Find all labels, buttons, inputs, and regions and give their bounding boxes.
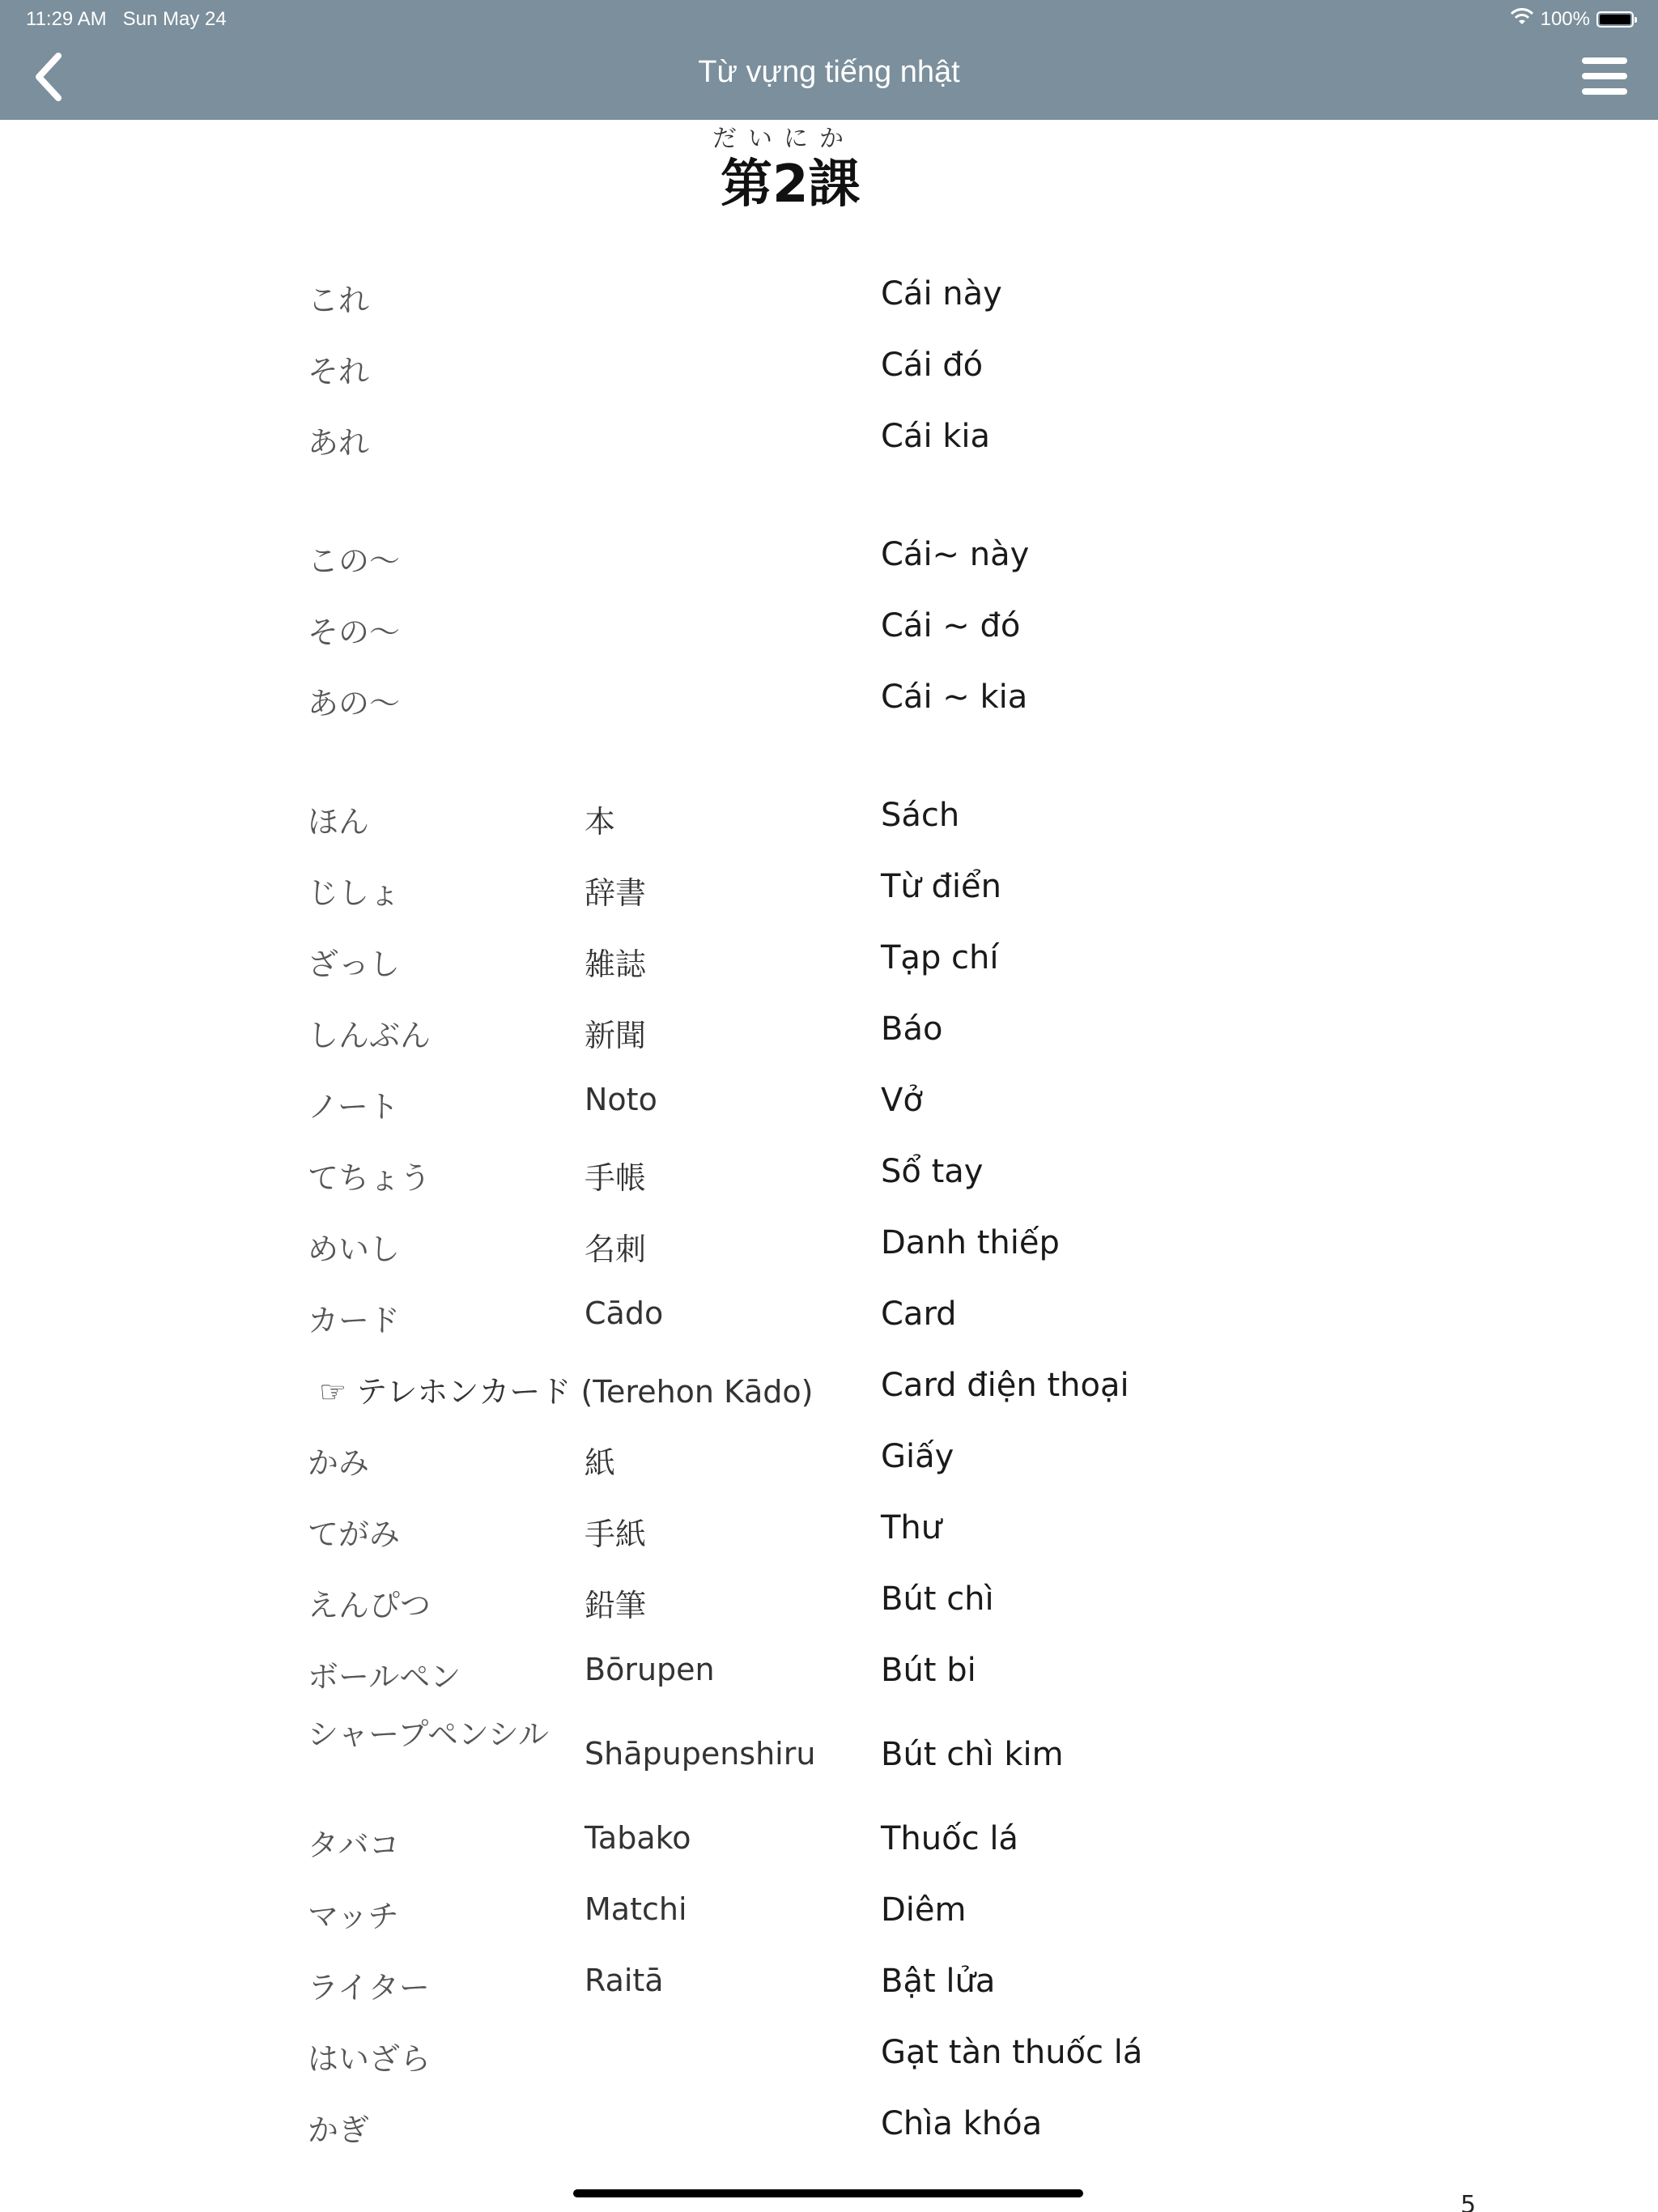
vocab-kana: シャープペンシル [308, 1716, 549, 1752]
wifi-icon [1510, 8, 1534, 32]
vocab-meaning: Cái ~ kia [881, 678, 1028, 716]
vocab-kanji: Tabako [585, 1820, 691, 1856]
vocab-row [308, 678, 1441, 727]
vocab-kanji: 手紙 [585, 1516, 647, 1552]
vocab-meaning: Cái kia [881, 418, 991, 455]
vocab-meaning: Báo [881, 1010, 943, 1048]
vocab-kana: これ [308, 283, 370, 318]
vocab-kanji: 雑誌 [585, 946, 647, 982]
vocab-meaning: Cái ~ đó [881, 607, 1021, 644]
vocab-kana: ライター [308, 1970, 430, 2006]
vocab-kana: ノート [308, 1089, 399, 1125]
vocab-row [308, 347, 1441, 395]
vocab-kanji: Cādo [585, 1295, 664, 1331]
vocab-meaning: Cái này [881, 275, 1002, 313]
vocab-row [308, 418, 1441, 466]
vocab-meaning: Card [881, 1295, 957, 1333]
vocab-kanji: 新聞 [585, 1018, 647, 1053]
vocab-row [308, 1509, 1441, 1558]
vocab-row [308, 1820, 1441, 1869]
vocab-meaning: Cái~ này [881, 536, 1030, 573]
vocab-row [308, 2034, 1441, 2082]
vocab-meaning: Thuốc lá [881, 1820, 1018, 1857]
lesson-title: 第2課 [721, 155, 861, 215]
vocab-row [308, 868, 1441, 917]
vocab-meaning: Tạp chí [881, 939, 999, 976]
vocab-row [308, 1891, 1441, 1940]
vocab-kanji: 辞書 [585, 875, 647, 911]
vocab-meaning: Sách [881, 797, 960, 834]
vocab-kana: えんぴつ [308, 1588, 432, 1623]
vocab-meaning: Danh thiếp [881, 1224, 1060, 1261]
vocab-kana: あの〜 [308, 686, 401, 721]
vocab-kana: あれ [308, 425, 370, 461]
vocab-kanji: Matchi [585, 1891, 687, 1927]
vocab-row [308, 1963, 1441, 2011]
vocab-meaning: Chìa khóa [881, 2105, 1043, 2142]
vocab-kana: じしょ [308, 875, 401, 911]
vocab-row [308, 1153, 1441, 1202]
vocab-meaning: Từ điển [881, 868, 1001, 905]
status-date: Sun May 24 [122, 8, 227, 30]
status-indicators [1510, 6, 1634, 32]
hamburger-menu-icon [1582, 56, 1627, 96]
vocab-row [308, 1652, 1441, 1700]
vocab-row [308, 797, 1441, 845]
vocab-kanji: 鉛筆 [585, 1588, 647, 1623]
vocab-row [308, 1082, 1441, 1130]
vocab-row [308, 1010, 1441, 1059]
vocab-kana: ざっし [308, 946, 401, 982]
vocab-kanji: 本 [585, 804, 616, 840]
vocab-kana: かぎ [308, 2112, 370, 2148]
vocab-meaning: Bút bi [881, 1652, 976, 1689]
vocab-row [308, 939, 1441, 988]
vocab-kana: それ [308, 354, 370, 389]
vocab-meaning: Card điện thoại [881, 1367, 1129, 1404]
vocab-kanji: Shāpupenshiru [585, 1736, 816, 1772]
status-time [26, 8, 227, 31]
battery-percent: 100% [1540, 8, 1590, 30]
vocab-row [308, 1224, 1441, 1273]
vocab-meaning: Diêm [881, 1891, 967, 1929]
vocab-row [308, 1438, 1441, 1487]
vocab-meaning: Bút chì [881, 1580, 994, 1618]
vocab-kana: てがみ [308, 1516, 401, 1552]
vocab-kanji: 紙 [585, 1445, 616, 1481]
vocab-row [308, 536, 1441, 585]
vocab-meaning: Bật lửa [881, 1963, 996, 2000]
vocab-kana: かみ [308, 1445, 370, 1481]
vocab-meaning: Vở [881, 1082, 923, 1119]
vocab-kana: タバコ [308, 1827, 400, 1863]
vocab-meaning: Cái đó [881, 347, 984, 384]
vocab-kana: しんぶん [308, 1018, 432, 1053]
page-number: 5 [1460, 2191, 1477, 2212]
vocab-kana: ほん [308, 804, 370, 840]
vocab-row [308, 275, 1441, 324]
lesson-furigana: だいにか [712, 125, 855, 153]
vocab-row-note [308, 1367, 1441, 1415]
vocab-kana: ボールペン [308, 1659, 461, 1695]
vocab-kanji: Raitā [585, 1963, 664, 1998]
vocab-kana: はいざら [308, 2041, 432, 2077]
vocab-meaning: Bút chì kim [881, 1736, 1064, 1773]
status-clock: 11:29 AM [26, 8, 107, 30]
vocab-kanji: Bōrupen [585, 1652, 715, 1687]
vocab-kanji: Noto [585, 1082, 657, 1117]
vocab-kanji: 名刺 [585, 1231, 647, 1267]
vocab-kana: てちょう [308, 1160, 432, 1196]
vocab-kana: マッチ [308, 1899, 399, 1934]
vocab-note: ☞ テレホンカード (Terehon Kādo) [319, 1374, 814, 1410]
home-indicator[interactable] [573, 2189, 1083, 2197]
vocab-kanji: 手帳 [585, 1160, 647, 1196]
vocab-kana: カード [308, 1303, 401, 1338]
vocab-meaning: Sổ tay [881, 1153, 984, 1190]
vocab-row [308, 1580, 1441, 1629]
nav-title: Từ vựng tiếng nhật [698, 55, 960, 89]
vocab-row [308, 2105, 1441, 2154]
vocab-kana: めいし [308, 1231, 401, 1267]
app-header [0, 0, 1658, 120]
vocab-kana: この〜 [308, 543, 401, 579]
vocab-row [308, 607, 1441, 656]
menu-button[interactable] [1582, 53, 1627, 99]
vocab-row [308, 1710, 1441, 1807]
vocab-meaning: Thư [881, 1509, 942, 1546]
battery-icon [1596, 11, 1634, 28]
vocab-meaning: Gạt tàn thuốc lá [881, 2034, 1143, 2071]
vocab-row [308, 1295, 1441, 1344]
vocab-kana: その〜 [308, 615, 401, 650]
vocab-meaning: Giấy [881, 1438, 954, 1475]
